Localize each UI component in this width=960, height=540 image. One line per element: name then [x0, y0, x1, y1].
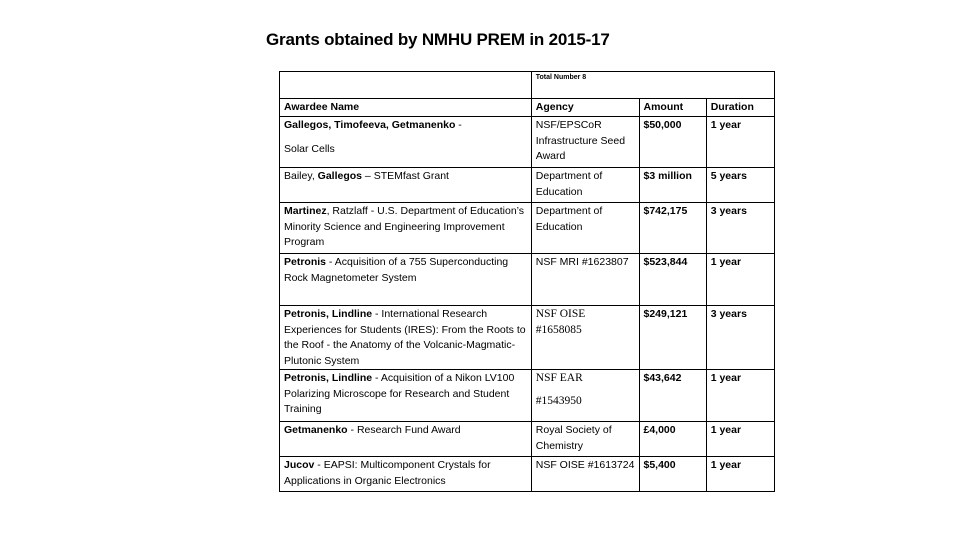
agency-cell: Royal Society of Chemistry: [531, 422, 639, 457]
awardee-names: Petronis, Lindline: [284, 308, 373, 320]
agency-cell: [531, 306, 639, 370]
grant-description: - International Research Experiences for Students (IRES): From the Roots to the Roof - the Anatomy of the Volcanic-Magmatic-Plutonic System: [284, 308, 526, 367]
awardee-cell: [280, 457, 532, 492]
table-row: [280, 168, 775, 203]
awardee-cell: [280, 203, 532, 254]
awardee-names: Jucov: [284, 459, 315, 471]
awardee-cell: [280, 168, 532, 203]
table-row: [280, 72, 775, 99]
total-number-label: Total Number 8: [531, 72, 774, 99]
agency-cell: NSF/EPSCoR Infrastructure Seed Award: [531, 117, 639, 168]
awardee-cell: [280, 422, 532, 457]
awardee-cell: [280, 117, 532, 168]
duration-cell: 1 year: [706, 117, 774, 168]
awardee-names: Gallegos: [317, 170, 363, 182]
awardee-names: Petronis: [284, 256, 327, 268]
amount-cell: £4,000: [639, 422, 706, 457]
agency-cell: [531, 370, 639, 422]
amount-cell: $3 million: [639, 168, 706, 203]
header-awardee-name: Awardee Name: [280, 99, 532, 117]
table-header-row: [280, 99, 775, 117]
amount-cell: $523,844: [639, 254, 706, 306]
awardee-cell: [280, 370, 532, 422]
header-duration: Duration: [706, 99, 774, 117]
duration-cell: 1 year: [706, 370, 774, 422]
grant-description: -: [455, 119, 462, 131]
agency-name: NSF OISE: [535, 308, 586, 320]
table-row: [280, 254, 775, 306]
grant-description: - EAPSI: Multicomponent Crystals for Applications in Organic Electronics: [284, 459, 491, 487]
table-row: [280, 306, 775, 370]
awardee-names: Martinez: [284, 205, 327, 217]
awardee-cell: [280, 254, 532, 306]
duration-cell: 1 year: [706, 422, 774, 457]
header-agency: Agency: [531, 99, 639, 117]
agency-cell: NSF MRI #1623807: [531, 254, 639, 306]
header-amount: Amount: [639, 99, 706, 117]
amount-cell: $43,642: [639, 370, 706, 422]
table-row: [280, 370, 775, 422]
grant-description: - Research Fund Award: [347, 424, 461, 436]
table-row: [280, 117, 775, 168]
grant-description-line2: Solar Cells: [284, 142, 335, 155]
awardee-cell: [280, 306, 532, 370]
grant-description: - Acquisition of a Nikon LV100 Polarizing Microscope for Research and Student Training: [284, 372, 515, 415]
grant-description: , Ratzlaff - U.S. Department of Education’s Minority Science and Engineering Improvement Program: [284, 205, 525, 248]
duration-cell: 5 years: [706, 168, 774, 203]
page-title: Grants obtained by NMHU PREM in 2015-17: [266, 30, 610, 49]
award-number: #1658085: [535, 323, 582, 336]
awardee-names: Petronis, Lindline: [284, 372, 373, 384]
duration-cell: 1 year: [706, 457, 774, 492]
amount-cell: $742,175: [639, 203, 706, 254]
amount-cell: $5,400: [639, 457, 706, 492]
awardee-names: Gallegos, Timofeeva, Getmanenko: [284, 119, 456, 131]
grant-description: – STEMfast Grant: [362, 170, 449, 182]
awardee-names: Getmanenko: [284, 424, 348, 436]
grant-description: - Acquisition of a 755 Superconducting Rock Magnetometer System: [284, 256, 509, 284]
duration-cell: 1 year: [706, 254, 774, 306]
awardee-other: Bailey,: [284, 170, 318, 182]
agency-cell: Department of Education: [531, 168, 639, 203]
award-number: #1543950: [535, 394, 582, 407]
agency-cell: NSF OISE #1613724: [531, 457, 639, 492]
amount-cell: $249,121: [639, 306, 706, 370]
agency-name: NSF EAR: [535, 372, 583, 384]
duration-cell: 3 years: [706, 203, 774, 254]
table-row: [280, 203, 775, 254]
total-empty-cell: [280, 72, 532, 99]
amount-cell: $50,000: [639, 117, 706, 168]
table-row: [280, 457, 775, 492]
table-row: [280, 422, 775, 457]
agency-cell: Department of Education: [531, 203, 639, 254]
duration-cell: 3 years: [706, 306, 774, 370]
grants-table: [279, 71, 775, 492]
